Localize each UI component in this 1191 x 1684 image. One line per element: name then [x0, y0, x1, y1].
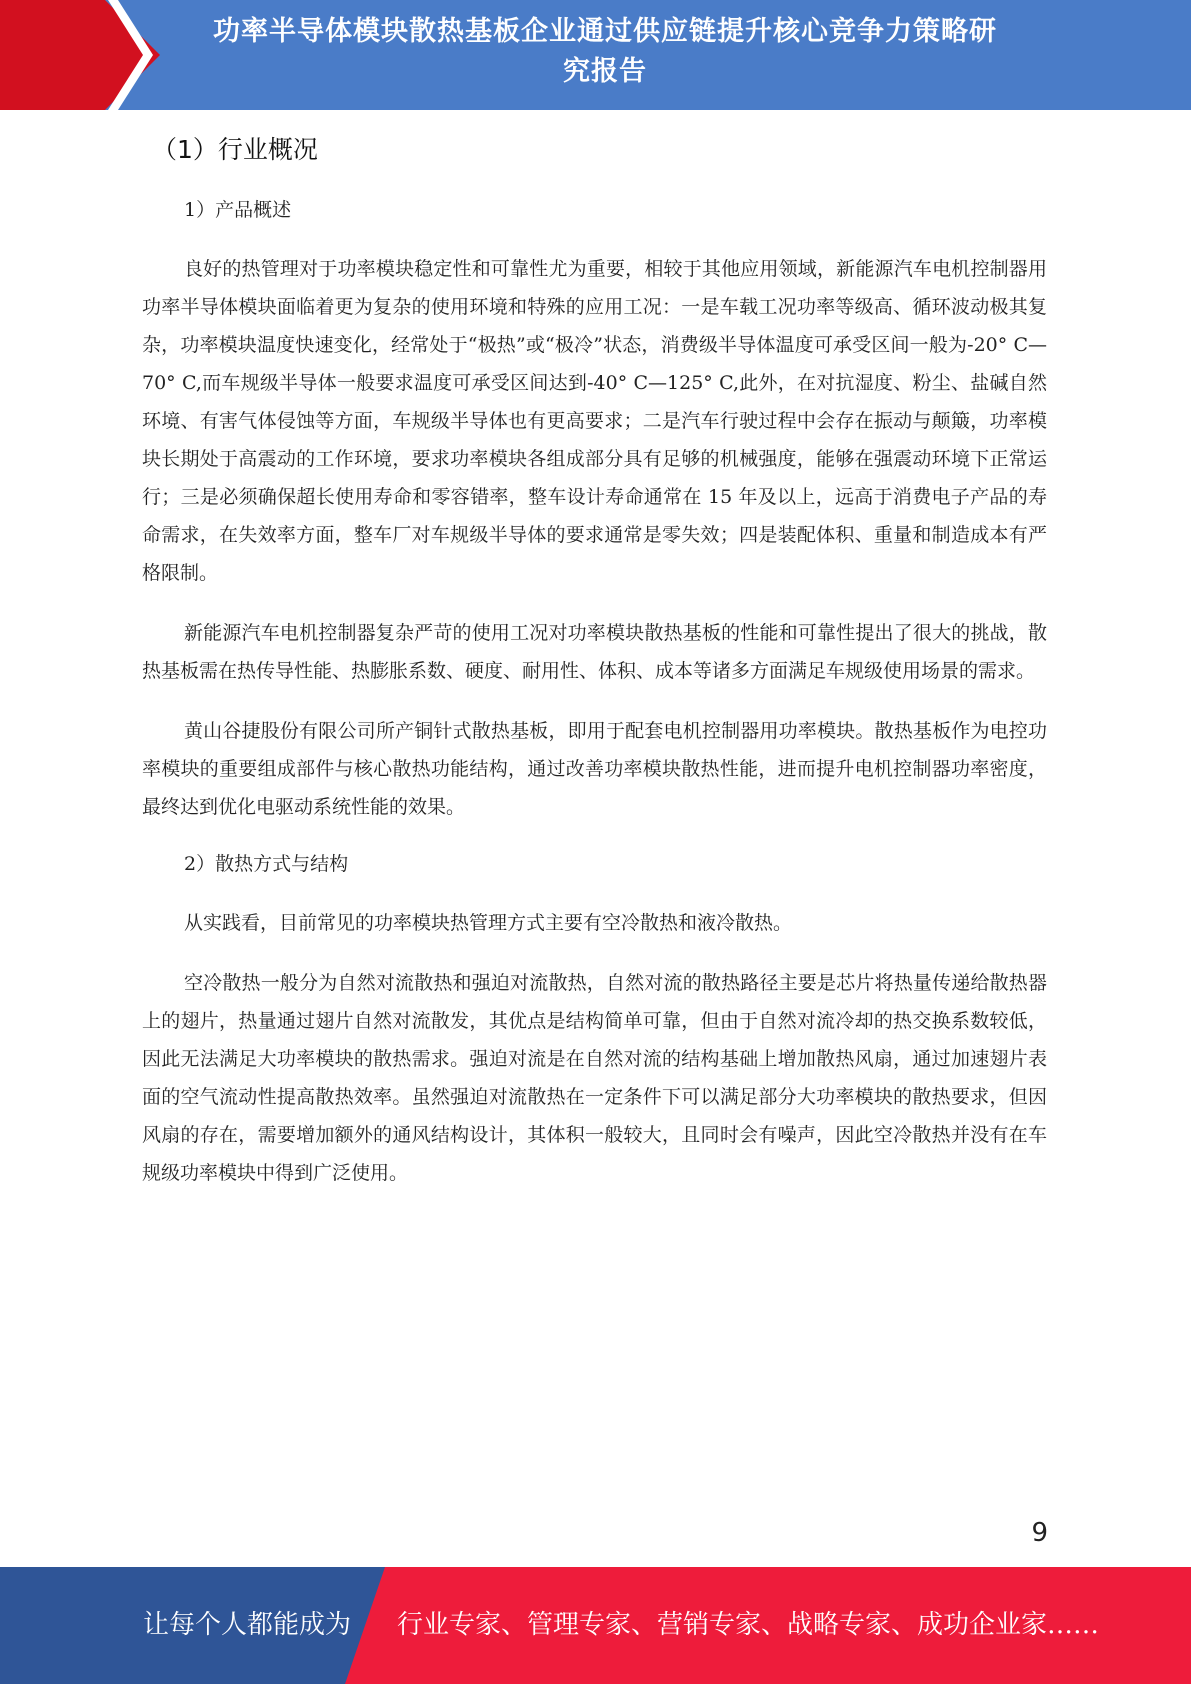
paragraph-cooling-overview: 从实践看，目前常见的功率模块热管理方式主要有空冷散热和液冷散热。 — [184, 912, 793, 934]
page-footer — [0, 1567, 1191, 1684]
report-title-line-2: 究报告 — [563, 56, 647, 87]
page-header — [0, 0, 1191, 110]
sub-heading-product-overview: 1）产品概述 — [184, 199, 292, 221]
header-chevron-decoration — [0, 0, 160, 110]
report-title — [180, 12, 1030, 92]
footer-slogan-left: 让每个人都能成为 — [143, 1610, 352, 1640]
paragraph-thermal-management: 良好的热管理对于功率模块稳定性和可靠性尤为重要，相较于其他应用领域，新能源汽车电机控制器用功率半导体模块面临着更为复杂的使用环境和特殊的应用工况：一是车载工况功率等级高、循环波动极其复杂，功率模块温度快速变化，经常处于“极热”或“极冷”状态，消费级半导体温度可承受区间一般为-20° C—70° C,而车规级半导体一般要求温度可承受区间达到-40° C—125° C,此外，在对抗湿度、粉尘、盐碱自然环境、有害气体侵蚀等方面，车规级半导体也有更高要求；二是汽车行驶过程中会存在振动与颠簸，功率模块长期处于高震动的工作环境，要求功率模块各组成部分具有足够的机械强度，能够在强震动环境下正常运行；三是必须确保超长使用寿命和零容错率，整车设计寿命通常在 15 年及以上，远高于消费电子产品的寿命需求，在失效率方面，整车厂对车规级半导体的要求通常是零失效；四是装配体积、重量和制造成本有严格限制。 — [142, 258, 1047, 584]
paragraph-company-product: 黄山谷捷股份有限公司所产铜针式散热基板，即用于配套电机控制器用功率模块。散热基板作为电控功率模块的重要组成部件与核心散热功能结构，通过改善功率模块散热性能，进而提升电机控制器功率密度，最终达到优化电驱动系统性能的效果。 — [142, 720, 1047, 818]
main-content — [142, 128, 1047, 1214]
page-number: 9 — [1031, 1518, 1048, 1548]
section-heading: （1）行业概况 — [152, 135, 318, 164]
paragraph-air-cooling: 空冷散热一般分为自然对流散热和强迫对流散热，自然对流的散热路径主要是芯片将热量传递给散热器上的翅片，热量通过翅片自然对流散发，其优点是结构简单可靠，但由于自然对流冷却的热交换系数较低，因此无法满足大功率模块的散热需求。强迫对流是在自然对流的结构基础上增加散热风扇，通过加速翅片表面的空气流动性提高散热效率。虽然强迫对流散热在一定条件下可以满足部分大功率模块的散热要求，但因风扇的存在，需要增加额外的通风结构设计，其体积一般较大，且同时会有噪声，因此空冷散热并没有在车规级功率模块中得到广泛使用。 — [142, 972, 1047, 1184]
footer-slogan-right: 行业专家、管理专家、营销专家、战略专家、成功企业家…… — [397, 1610, 1100, 1640]
paragraph-substrate-challenges: 新能源汽车电机控制器复杂严苛的使用工况对功率模块散热基板的性能和可靠性提出了很大的挑战，散热基板需在热传导性能、热膨胀系数、硬度、耐用性、体积、成本等诸多方面满足车规级使用场景的需求。 — [142, 622, 1047, 682]
report-title-line-1: 功率半导体模块散热基板企业通过供应链提升核心竞争力策略研 — [213, 16, 997, 47]
sub-heading-cooling-methods: 2）散热方式与结构 — [184, 853, 349, 875]
